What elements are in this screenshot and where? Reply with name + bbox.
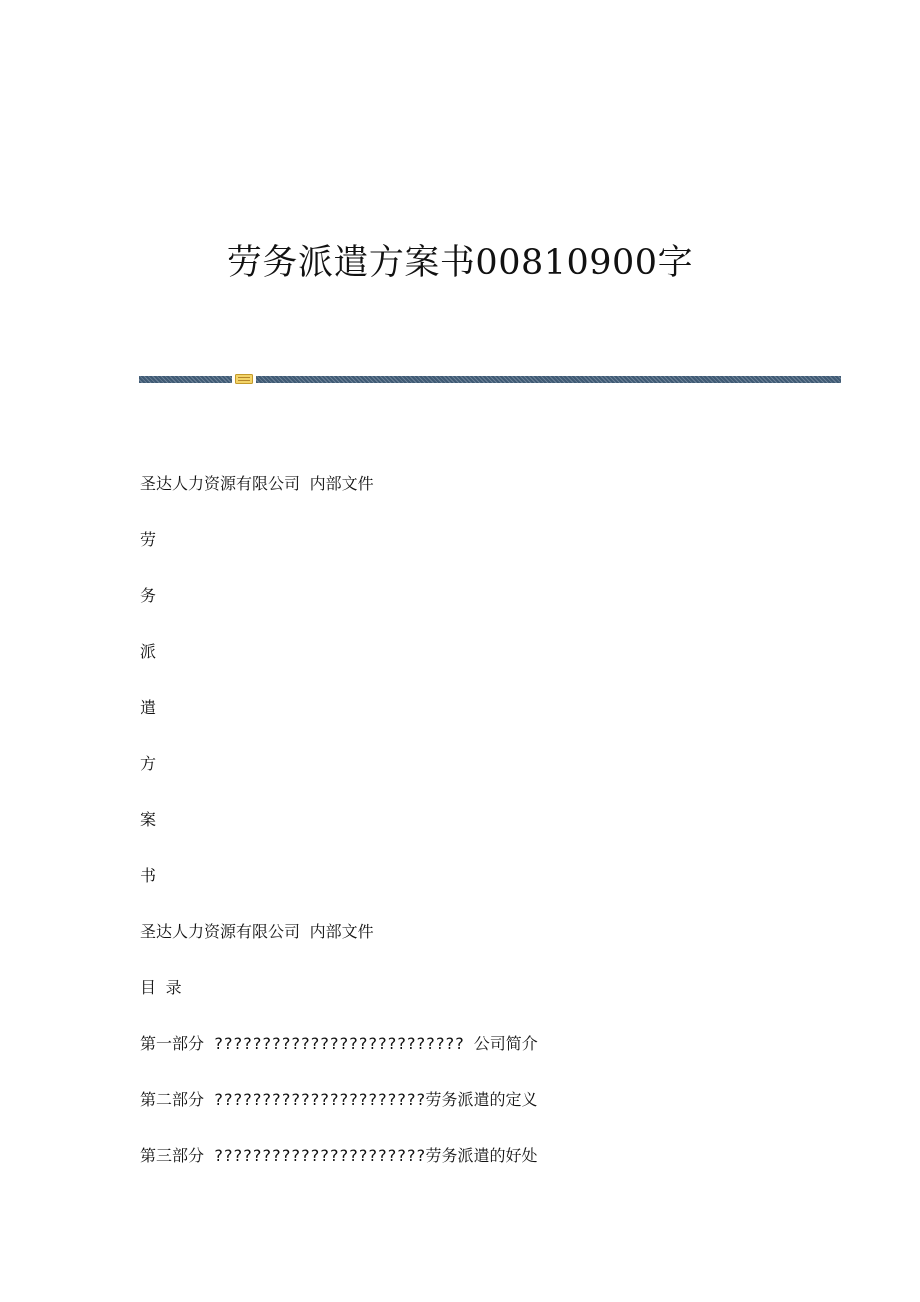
body-line-char: 案 [140, 810, 157, 829]
toc-heading: 目 录 [140, 978, 182, 997]
toc-entry: 第一部分 ?????????????????????????? 公司简介 [140, 1034, 538, 1053]
body-line-company: 圣达人力资源有限公司 内部文件 [140, 922, 374, 941]
document-title: 劳务派遣方案书00810900字 [226, 243, 694, 284]
body-line-char: 方 [140, 754, 157, 773]
toc-entry: 第三部分 ??????????????????????劳务派遣的好处 [140, 1146, 538, 1165]
body-line-company: 圣达人力资源有限公司 内部文件 [140, 474, 374, 493]
divider-bar-right [256, 376, 841, 383]
divider-ornament-icon [235, 374, 253, 384]
body-line-char: 书 [140, 866, 157, 885]
document-body [140, 470, 840, 1198]
toc-entry: 第二部分 ??????????????????????劳务派遣的定义 [140, 1090, 538, 1109]
body-line-char: 派 [140, 642, 157, 661]
divider-bar-left [139, 376, 232, 383]
title-divider [139, 374, 841, 384]
body-line-char: 务 [140, 586, 157, 605]
body-line-char: 遣 [140, 698, 157, 717]
body-line-char: 劳 [140, 530, 157, 549]
